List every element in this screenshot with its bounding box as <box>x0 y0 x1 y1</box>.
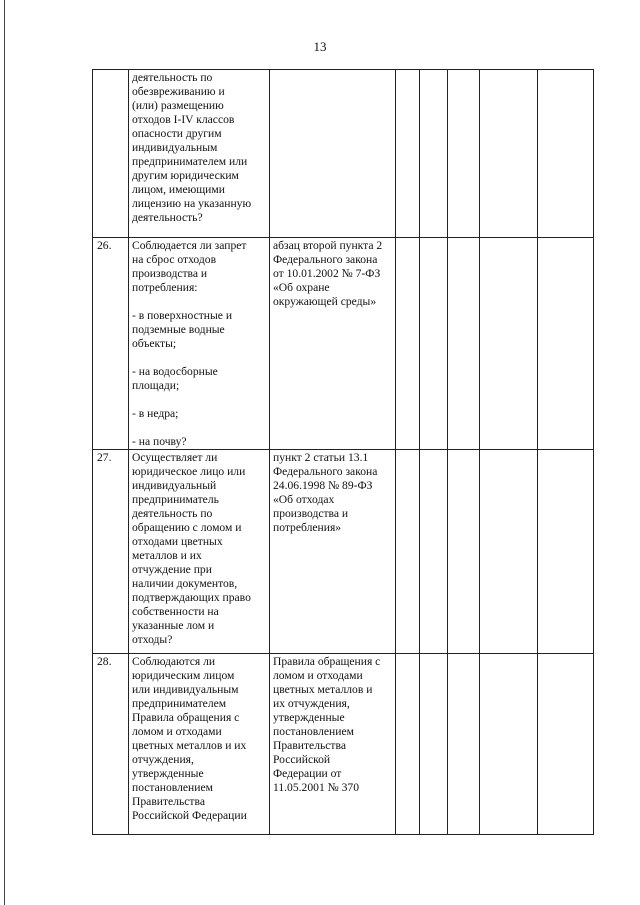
table-row <box>93 70 594 238</box>
reference-text-line: цветных металлов и <box>273 683 373 696</box>
question-text-line: обращению с ломом и <box>132 521 242 534</box>
reference-text-line: абзац второй пункта 2 <box>273 239 383 252</box>
question-text-line: наличии документов, <box>132 577 238 590</box>
question-text-line: Соблюдается ли запрет <box>132 239 247 252</box>
answer-cell-na <box>448 654 480 835</box>
reference-text-line: «Об охране <box>273 281 330 294</box>
paragraph-gap <box>132 295 266 309</box>
question-text-line: индивидуальным <box>132 141 218 154</box>
answer-cell-note <box>480 654 538 835</box>
answer-cell-na <box>448 70 480 238</box>
question-text-line: опасности другим <box>132 127 222 140</box>
item-number-cell: 26. <box>93 238 129 450</box>
answer-cell-yes <box>396 654 420 835</box>
question-text-line: деятельность? <box>132 211 203 224</box>
answer-cell-yes <box>396 238 420 450</box>
question-text-line: подземные водные <box>132 323 225 336</box>
question-text-line: - на почву? <box>132 435 187 448</box>
question-text-line: или индивидуальным <box>132 683 239 696</box>
question-text-line: указанные лом и <box>132 619 215 632</box>
question-text-line: обезвреживанию и <box>132 85 225 98</box>
question-text-line: подтверждающих право <box>132 591 251 604</box>
question-text-line: отходами цветных <box>132 535 223 548</box>
table-row <box>93 450 594 654</box>
question-text-line: на сброс отходов <box>132 253 217 266</box>
answer-cell-na <box>448 450 480 654</box>
answer-cell-yes <box>396 450 420 654</box>
answer-cell-no <box>420 654 448 835</box>
answer-cell-no <box>420 70 448 238</box>
legal-reference-cell <box>270 654 396 835</box>
legal-reference-cell <box>270 238 396 450</box>
reference-text-line: 11.05.2001 № 370 <box>273 781 359 794</box>
question-text-line: - на водосборные <box>132 365 218 378</box>
question-text-line: ломом и отходами <box>132 725 222 738</box>
reference-text-line: Российской <box>273 753 331 766</box>
answer-cell-note <box>480 70 538 238</box>
question-text-line: Правительства <box>132 795 205 808</box>
question-text-line: Российской Федерации <box>132 809 247 822</box>
question-text-line: юридическим лицом <box>132 669 235 682</box>
reference-text-line: Федерации от <box>273 767 342 780</box>
legal-reference-cell <box>270 70 396 238</box>
answer-cell-no <box>420 238 448 450</box>
paragraph-gap <box>132 421 266 435</box>
reference-text-line: потребления» <box>273 521 342 534</box>
answer-cell-extra <box>538 654 594 835</box>
item-number-cell: 28. <box>93 654 129 835</box>
question-text-line: предпринимателем или <box>132 155 248 168</box>
answer-cell-no <box>420 450 448 654</box>
scan-edge-line <box>4 0 5 905</box>
question-text-line: Соблюдаются ли <box>132 655 216 668</box>
question-text-line: производства и <box>132 267 208 280</box>
question-text-line: постановлением <box>132 781 213 794</box>
reference-text-line: от 10.01.2002 № 7-ФЗ <box>273 267 381 280</box>
question-text-line: собственности на <box>132 605 219 618</box>
question-cell <box>129 450 270 654</box>
question-text-line: (или) размещению <box>132 99 224 112</box>
question-text-line: - в недра; <box>132 407 179 420</box>
question-text-line: цветных металлов и их <box>132 739 247 752</box>
reference-text-line: их отчуждения, <box>273 697 350 710</box>
question-text-line: отчуждения, <box>132 753 194 766</box>
reference-text-line: Правила обращения с <box>273 655 381 668</box>
item-number-cell <box>93 70 129 238</box>
answer-cell-extra <box>538 70 594 238</box>
reference-text-line: Федерального закона <box>273 465 378 478</box>
question-cell <box>129 238 270 450</box>
question-text-line: предприниматель <box>132 493 219 506</box>
legal-reference-cell <box>270 450 396 654</box>
question-text-line: утвержденные <box>132 767 204 780</box>
question-text-line: металлов и их <box>132 549 202 562</box>
question-text-line: отчуждение при <box>132 563 212 576</box>
reference-text-line: утвержденные <box>273 711 345 724</box>
reference-text-line: Правительства <box>273 739 346 752</box>
reference-text-line: окружающей среды» <box>273 295 377 308</box>
table-row <box>93 654 594 835</box>
question-text-line: Осуществляет ли <box>132 451 218 464</box>
reference-text-line: ломом и отходами <box>273 669 363 682</box>
question-text-line: юридическое лицо или <box>132 465 246 478</box>
answer-cell-yes <box>396 70 420 238</box>
table-row <box>93 238 594 450</box>
question-text-line: деятельность по <box>132 507 213 520</box>
page-number: 13 <box>313 39 327 54</box>
question-text-line: объекты; <box>132 337 177 350</box>
table-body <box>93 70 594 835</box>
reference-text-line: пункт 2 статьи 13.1 <box>273 451 369 464</box>
paragraph-gap <box>132 351 266 365</box>
question-text-line: отходов I-IV классов <box>132 113 235 126</box>
answer-cell-extra <box>538 450 594 654</box>
checklist-table <box>92 69 594 835</box>
reference-text-line: постановлением <box>273 725 354 738</box>
question-text-line: Правила обращения с <box>132 711 240 724</box>
answer-cell-extra <box>538 238 594 450</box>
reference-text-line: производства и <box>273 507 349 520</box>
answer-cell-note <box>480 238 538 450</box>
question-text-line: потребления: <box>132 281 198 294</box>
question-text-line: - в поверхностные и <box>132 309 233 322</box>
paragraph-gap <box>132 393 266 407</box>
question-text-line: лицензию на указанную <box>132 197 252 210</box>
answer-cell-note <box>480 450 538 654</box>
question-cell <box>129 70 270 238</box>
question-text-line: площади; <box>132 379 180 392</box>
question-text-line: лицом, имеющими <box>132 183 225 196</box>
question-cell <box>129 654 270 835</box>
question-text-line: индивидуальный <box>132 479 217 492</box>
question-text-line: деятельность по <box>132 71 213 84</box>
item-number-cell: 27. <box>93 450 129 654</box>
reference-text-line: «Об отходах <box>273 493 335 506</box>
reference-text-line: Федерального закона <box>273 253 378 266</box>
question-text-line: предпринимателем <box>132 697 227 710</box>
question-text-line: отходы? <box>132 633 173 646</box>
reference-text-line: 24.06.1998 № 89-ФЗ <box>273 479 373 492</box>
answer-cell-na <box>448 238 480 450</box>
question-text-line: другим юридическим <box>132 169 239 182</box>
